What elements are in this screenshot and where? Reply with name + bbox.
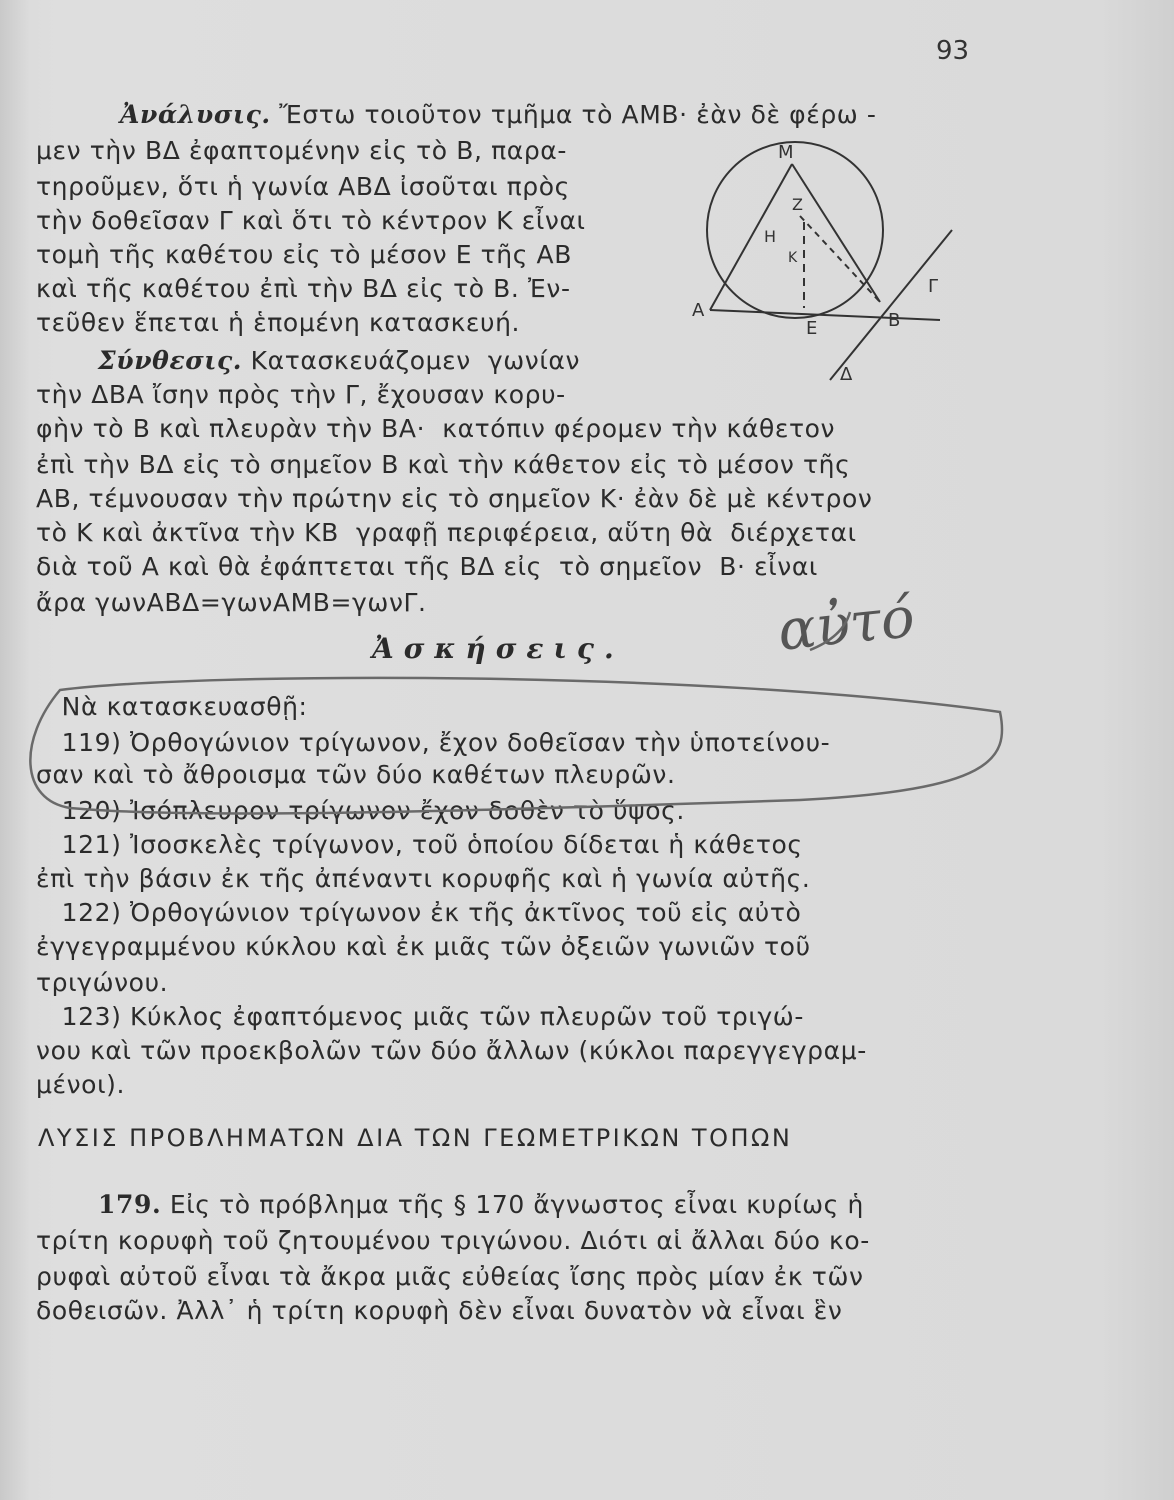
- synthesis-line-7: διὰ τοῦ Α καὶ θὰ ἐφάπτεται τῆς ΒΔ εἰς τὸ σημεῖον Β· εἶναι: [36, 552, 818, 581]
- synthesis-label: Σύνθεσις.: [98, 346, 243, 375]
- exercises-heading: Ἀσκήσεις.: [372, 632, 624, 665]
- analysis-line-5: τομὴ τῆς καθέτου εἰς τὸ μέσον Ε τῆς ΑΒ: [36, 240, 573, 269]
- exercise-121-line-2: ἐπὶ τὴν βάσιν ἐκ τῆς ἀπέναντι κορυφῆς καὶ ἡ γωνία αὐτῆς.: [36, 864, 811, 893]
- synthesis-text-1: Κατασκευάζομεν γωνίαν: [242, 346, 581, 375]
- exercise-121-line-1: 121) Ἰσοσκελὲς τρίγωνον, τοῦ ὁποίου δίδεται ἡ κάθετος: [36, 830, 803, 859]
- para-179-line-3: ρυφαὶ αὐτοῦ εἶναι τὰ ἄκρα μιᾶς εὐθείας ἴσης πρὸς μίαν ἐκ τῶν: [36, 1262, 864, 1291]
- exercise-intro: Νὰ κατασκευασθῇ:: [36, 692, 308, 721]
- handwritten-note: αὐτό: [774, 585, 918, 664]
- label-h: Η: [764, 227, 777, 246]
- label-a: Α: [692, 300, 705, 321]
- page-number: 93: [936, 36, 970, 66]
- synthesis-line-3: φὴν τὸ Β καὶ πλευρὰν τὴν ΒΑ· κατόπιν φέρομεν τὴν κάθετον: [36, 414, 836, 443]
- analysis-line-2: μεν τὴν ΒΔ ἐφαπτομένην εἰς τὸ Β, παρα-: [36, 136, 567, 165]
- exercise-123-line-2: νου καὶ τῶν προεκβολῶν τῶν δύο ἄλλων (κύκλοι παρεγγεγραμ-: [36, 1036, 867, 1065]
- label-k: Κ: [788, 250, 798, 266]
- para-179-number: 179.: [98, 1190, 162, 1219]
- exercise-122-line-1: 122) Ὀρθογώνιον τρίγωνον ἐκ τῆς ἀκτῖνος τοῦ εἰς αὐτὸ: [36, 898, 802, 927]
- exercise-122-line-2: ἐγγεγραμμένου κύκλου καὶ ἐκ μιᾶς τῶν ὀξειῶν γωνιῶν τοῦ: [36, 932, 811, 961]
- exercise-123-line-1: 123) Κύκλος ἐφαπτόμενος μιᾶς τῶν πλευρῶν τοῦ τριγώ-: [36, 1002, 804, 1031]
- analysis-label: Ἀνάλυσις.: [120, 100, 271, 129]
- para-179-line-1: [98, 1190, 864, 1220]
- synthesis-line-8: ἄρα γωνΑΒΔ=γωνΑΜΒ=γωνΓ.: [36, 588, 427, 617]
- synthesis-line-4: ἐπὶ τὴν ΒΔ εἰς τὸ σημεῖον Β καὶ τὴν κάθετον εἰς τὸ μέσον τῆς: [36, 450, 851, 479]
- section-heading: ΛΥΣΙΣ ΠΡΟΒΛΗΜΑΤΩΝ ΔΙΑ ΤΩΝ ΓΕΩΜΕΤΡΙΚΩΝ ΤΟΠΩΝ: [38, 1124, 793, 1152]
- label-b: Β: [888, 310, 901, 331]
- para-179-text-1: Εἰς τὸ πρόβλημα τῆς § 170 ἄγνωστος εἶναι κυρίως ἡ: [161, 1190, 864, 1219]
- exercise-123-line-3: μένοι).: [36, 1070, 126, 1099]
- exercise-122-line-3: τριγώνου.: [36, 968, 169, 997]
- para-179-line-4: δοθεισῶν. Ἀλλ᾽ ἡ τρίτη κορυφὴ δὲν εἶναι δυνατὸν νὰ εἶναι ἓν: [36, 1296, 843, 1325]
- para-179-line-2: τρίτη κορυφὴ τοῦ ζητουμένου τριγώνου. Διότι αἱ ἄλλαι δύο κο-: [36, 1226, 870, 1255]
- synthesis-line-2: τὴν ΔΒΑ ἴσην πρὸς τὴν Γ, ἔχουσαν κορυ-: [36, 380, 566, 409]
- label-g: Γ: [928, 276, 939, 297]
- synthesis-line-6: τὸ Κ καὶ ἀκτῖνα τὴν ΚΒ γραφῇ περιφέρεια, αὕτη θὰ διέρχεται: [36, 518, 857, 547]
- label-z: Ζ: [792, 195, 803, 214]
- analysis-line-4: τὴν δοθεῖσαν Γ καὶ ὅτι τὸ κέντρον Κ εἶναι: [36, 206, 586, 235]
- analysis-line-7: τεῦθεν ἕπεται ἡ ἑπομένη κατασκευή.: [36, 308, 521, 337]
- analysis-text-1: Ἔστω τοιοῦτον τμῆμα τὸ ΑΜΒ· ἐὰν δὲ φέρω -: [270, 100, 877, 129]
- exercise-119-line-2: σαν καὶ τὸ ἄθροισμα τῶν δύο καθέτων πλευρῶν.: [36, 760, 676, 789]
- exercise-120: 120) Ἰσόπλευρον τρίγωνον ἔχον δοθὲν τὸ ὕψος.: [36, 796, 685, 825]
- analysis-line-6: καὶ τῆς καθέτου ἐπὶ τὴν ΒΔ εἰς τὸ Β. Ἐν-: [36, 274, 571, 303]
- analysis-line-3: τηροῦμεν, ὅτι ἡ γωνία ΑΒΔ ἰσοῦται πρὸς: [36, 172, 570, 201]
- label-m: Μ: [778, 142, 794, 163]
- exercise-119-line-1: 119) Ὀρθογώνιον τρίγωνον, ἔχον δοθεῖσαν τὴν ὑποτείνου-: [36, 728, 831, 757]
- synthesis-line-5: ΑΒ, τέμνουσαν τὴν πρώτην εἰς τὸ σημεῖον Κ· ἐὰν δὲ μὲ κέντρον: [36, 484, 873, 513]
- label-e: Ε: [806, 318, 818, 339]
- label-d: Δ: [840, 364, 853, 385]
